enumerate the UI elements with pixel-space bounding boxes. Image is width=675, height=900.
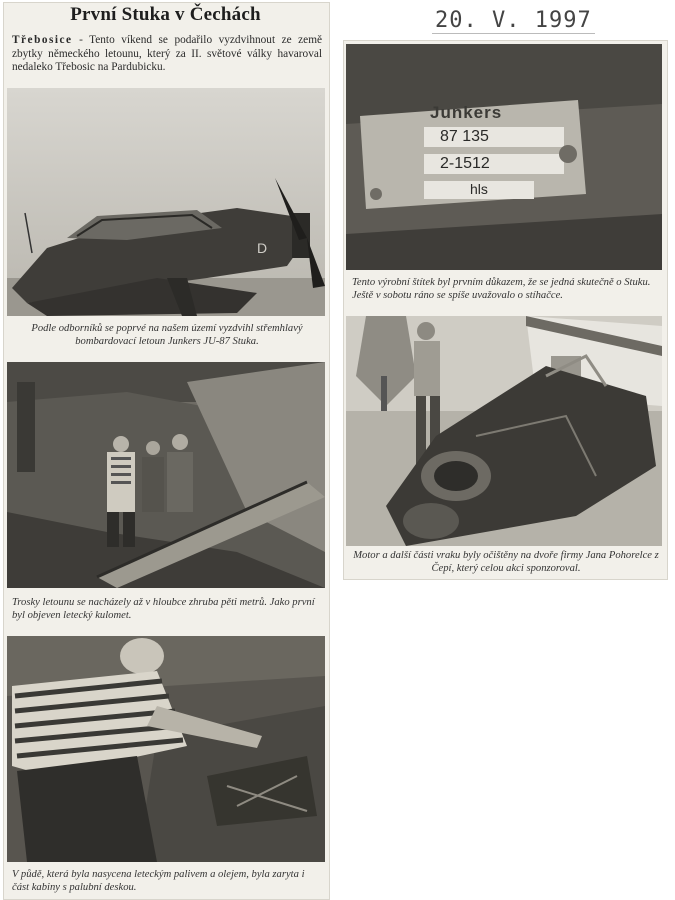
nameplate-line1: 87 135 xyxy=(440,128,489,145)
article-title: První Stuka v Čechách xyxy=(70,4,261,25)
nameplate-brand: Junkers xyxy=(430,103,503,122)
caption-plane: Podle odborníků se poprvé na našem území vyzdvihl střemhlavý bombardovací letoun Junkers JU-87 Stuka. xyxy=(31,323,303,347)
nameplate-line2: 2-1512 xyxy=(440,155,490,172)
photo-engine-wreck xyxy=(346,316,662,546)
caption-trench: Trosky letounu se nacházely až v hloubce zhruba pěti metrů. Jako první byl objeven letecký kulomet. xyxy=(12,597,315,621)
svg-text:D: D xyxy=(257,240,268,256)
date-stamp: 20. V. 1997 xyxy=(432,8,595,34)
photo-nameplate xyxy=(346,44,662,270)
lead-place: Třebosice xyxy=(12,34,73,46)
nameplate-line3: hls xyxy=(470,181,488,197)
photo-stuka-aircraft xyxy=(7,88,325,316)
article-lead xyxy=(12,34,322,75)
caption-engine: Motor a další části vraku byly očištěny na dvoře firmy Jana Pohorelce z Čepí, který celou akci sponzoroval. xyxy=(353,550,659,574)
caption-digging: V půdě, která byla nasycena leteckým palivem a olejem, byla zaryta i část kabiny s palubní deskou. xyxy=(12,869,305,893)
photo-man-digging xyxy=(7,636,325,862)
photo-trench-excavation xyxy=(7,362,325,588)
caption-plate: Tento výrobní štítek byl prvním důkazem, že se jedná skutečně o Stuku. Ještě v sobotu ráno se spíše uvažovalo o stíhačce. xyxy=(352,277,651,301)
lead-text: - Tento víkend se podařilo vyzdvihnout ze země zbytky německého letounu, který za II. světové války havaroval nedaleko Třebosic na Pardubicku. xyxy=(12,34,322,73)
